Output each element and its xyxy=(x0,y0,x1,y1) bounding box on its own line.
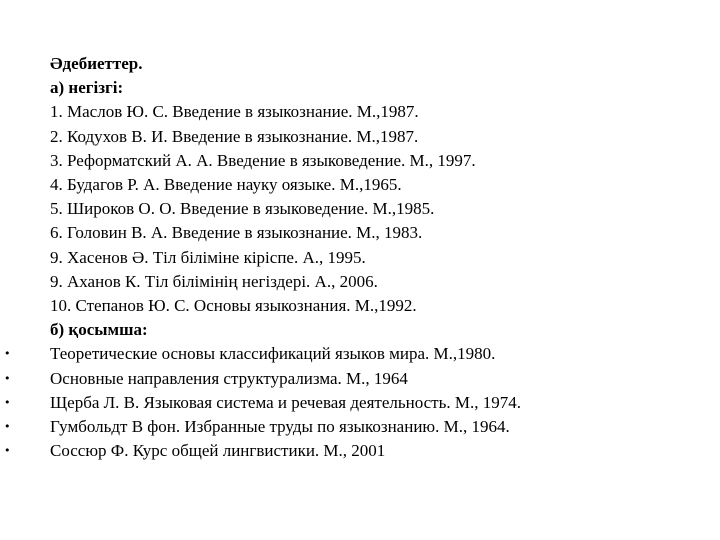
extra-reference-item xyxy=(4,391,710,415)
bullet-icon: • xyxy=(4,347,11,361)
extra-reference-text: Теоретические основы классификаций языков мира. М.,1980. xyxy=(50,344,496,364)
extra-reference-text: Основные направления структурализма. М., 1964 xyxy=(50,368,408,388)
extra-reference-item xyxy=(4,342,710,366)
extra-reference-item xyxy=(4,415,710,439)
bullet-icon: • xyxy=(4,444,11,458)
main-reference-item: 1. Маслов Ю. С. Введение в языкознание. М.,1987. xyxy=(50,102,419,122)
main-reference-item: 9. Аханов К. Тіл білімінің негіздері. А., 2006. xyxy=(50,271,378,291)
main-reference-item: 4. Будагов Р. А. Введение науку оязыке. М.,1965. xyxy=(50,175,402,195)
extra-reference-text: Соссюр Ф. Курс общей лингвистики. М., 2001 xyxy=(50,441,386,461)
main-reference-item: 6. Головин В. А. Введение в языкознание. М., 1983. xyxy=(50,223,423,243)
main-reference-item: 10. Степанов Ю. С. Основы языкознания. М.,1992. xyxy=(50,296,417,316)
main-reference-item: 9. Хасенов Ә. Тіл біліміне кіріспе. А., 1995. xyxy=(50,247,366,267)
extra-reference-item xyxy=(4,439,710,463)
extra-reference-text: Щерба Л. В. Языковая система и речевая деятельность. М., 1974. xyxy=(50,392,521,412)
bullet-icon: • xyxy=(4,371,11,385)
bullet-icon: • xyxy=(4,395,11,409)
main-section-title: а) негізгі: xyxy=(50,78,124,98)
extra-section-title: б) қосымша: xyxy=(50,320,148,340)
bullet-icon: • xyxy=(4,420,11,434)
extra-reference-text: Гумбольдт В фон. Избранные труды по языкознанию. М., 1964. xyxy=(50,417,510,437)
main-reference-item: 2. Кодухов В. И. Введение в языкознание. М.,1987. xyxy=(50,126,419,146)
extra-reference-item xyxy=(4,367,710,391)
references-heading: Әдебиеттер. xyxy=(50,54,143,73)
references-block xyxy=(4,52,710,463)
main-reference-item: 5. Широков О. О. Введение в языковедение. М.,1985. xyxy=(50,199,435,219)
main-reference-item: 3. Реформатский А. А. Введение в языковедение. М., 1997. xyxy=(50,150,476,170)
